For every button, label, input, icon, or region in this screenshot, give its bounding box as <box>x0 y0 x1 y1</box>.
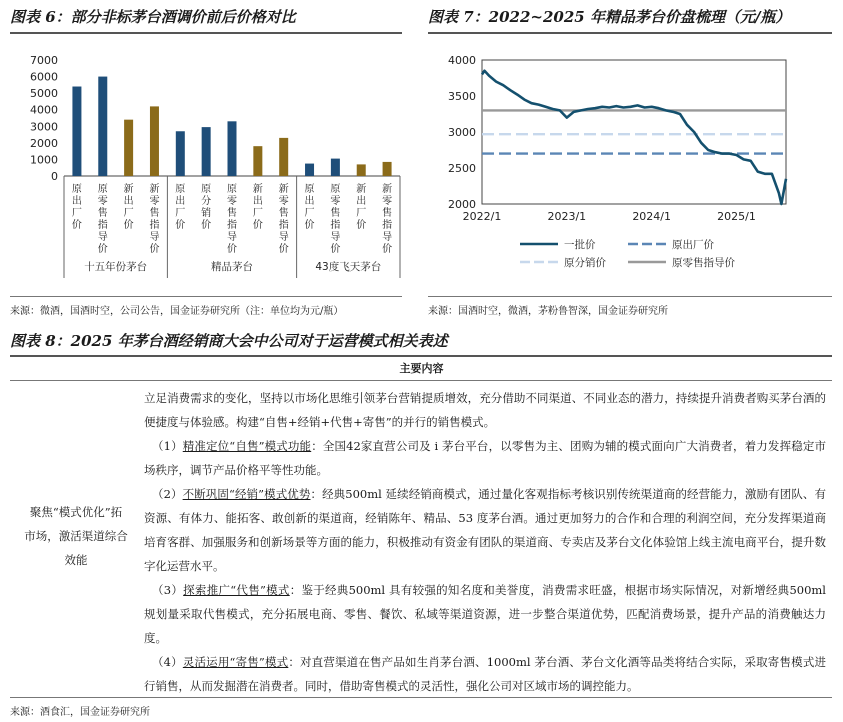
fig6-bar-chart <box>0 48 410 298</box>
fig6-title-rule <box>10 32 402 34</box>
x-tick-label: 导 <box>278 232 289 243</box>
item-3 <box>144 578 826 650</box>
x-tick-label: 零 <box>382 196 393 207</box>
item-1 <box>144 434 826 482</box>
x-tick-label: 新 <box>278 184 289 195</box>
item-body: ：经典500ml 延续经销商模式，通过量化客观指标考核识别传统渠道商的经营能力，激励有团队、有资源、有体力、能拓客、敢创新的渠道商，经销陈年、精品、53 度茅台酒。通过更加努力的合作和合理的利润空间，充分发挥渠道商培育客群、加强服务和创新场景等方面的能力，积极推动有资金有团队的渠道商、专卖店及茅台文化体验馆上线主流电商平台，提升数字化运营水平。 <box>144 487 827 573</box>
fig7-source: 来源：国酒时空，微酒，茅粉鲁智深，国金证券研究所 <box>428 306 668 317</box>
x-tick-label: 厂 <box>175 208 186 219</box>
x-tick-label: 原 <box>304 184 315 195</box>
x-tick-label: 零 <box>278 196 289 207</box>
fig8-column-header: 主要内容 <box>0 360 843 378</box>
item-heading: 精准定位“自售”模式功能 <box>182 439 312 453</box>
group-label: 十五年份茅台 <box>84 261 148 273</box>
item-heading: 灵活运用“寄售”模式 <box>182 655 289 669</box>
item-heading: 不断巩固“经销”模式优势 <box>182 487 311 501</box>
bar <box>150 106 159 176</box>
x-tick-label: 出 <box>304 196 315 207</box>
x-tick-label: 价 <box>356 220 367 231</box>
x-tick-label: 零 <box>330 196 341 207</box>
bar <box>383 162 392 176</box>
x-tick-label: 价 <box>330 244 341 255</box>
fig7-bottom-rule <box>428 296 832 297</box>
x-tick-label: 导 <box>227 232 237 243</box>
x-tick-label: 售 <box>149 208 160 219</box>
x-tick-label: 指 <box>278 220 289 231</box>
fig8-title-rule <box>10 355 832 357</box>
y-tick-label: 3000 <box>30 120 58 134</box>
item-4 <box>144 650 826 698</box>
row-label-line: 市场，激活渠道综合 <box>24 529 128 543</box>
x-tick-label: 售 <box>330 208 341 219</box>
fig7-title-rule <box>428 32 832 34</box>
y-tick-label: 4000 <box>30 103 58 117</box>
x-tick-label: 售 <box>382 208 393 219</box>
item-body: ：鉴于经典500ml 具有较强的知名度和美誉度，消费需求旺盛，根据市场实际情况，对新增经典500ml 规划量采取代售模式，充分拓展电商、零售、餐饮、私域等渠道资源，进一步整合渠道优势，匹配消费场景，提升产品的消费触达力度。 <box>144 583 826 645</box>
x-tick-label: 分 <box>201 196 212 207</box>
y-tick-label: 7000 <box>30 54 58 67</box>
item-num: （2） <box>152 487 183 501</box>
x-tick-label: 零 <box>227 196 237 207</box>
x-tick-label: 价 <box>382 244 393 255</box>
x-tick-label: 厂 <box>252 208 263 219</box>
x-tick-label: 新 <box>149 184 160 195</box>
y-tick-label: 2000 <box>448 198 476 211</box>
bar <box>305 164 314 176</box>
x-tick-label: 出 <box>71 196 82 207</box>
x-tick-label: 价 <box>71 220 82 231</box>
x-tick-label: 指 <box>97 220 108 231</box>
y-tick-label: 6000 <box>30 70 58 84</box>
fig8-title: 图表 8：2025 年茅台酒经销商大会中公司对于运营模式相关表述 <box>10 332 448 350</box>
x-tick-label: 新 <box>123 184 134 195</box>
legend-label: 原出厂价 <box>672 239 714 251</box>
item-num: （3） <box>152 583 184 597</box>
x-tick-label: 价 <box>201 220 212 231</box>
y-tick-label: 4000 <box>448 54 476 67</box>
group-label: 43度飞天茅台 <box>315 261 382 273</box>
x-tick-label: 零 <box>149 196 160 207</box>
y-tick-label: 2000 <box>30 136 58 150</box>
x-tick-label: 指 <box>149 220 160 231</box>
fig8-bottom-rule <box>10 697 832 698</box>
legend-label: 一批价 <box>564 239 596 251</box>
x-tick-label: 价 <box>123 220 134 231</box>
x-tick-label: 导 <box>330 232 341 243</box>
fig7-title: 图表 7：2022~2025 年精品茅台价盘梳理（元/瓶） <box>428 8 791 26</box>
bar <box>124 120 133 176</box>
x-tick-label: 导 <box>382 232 393 243</box>
bar <box>202 127 211 176</box>
y-tick-label: 3500 <box>448 90 476 103</box>
x-tick-label: 2023/1 <box>547 210 587 223</box>
x-tick-label: 指 <box>227 220 237 231</box>
fig6-bottom-rule <box>10 296 402 297</box>
series-line <box>482 71 786 204</box>
intro-paragraph <box>144 386 826 434</box>
x-tick-label: 导 <box>149 232 160 243</box>
plot-frame <box>482 60 786 204</box>
x-tick-label: 新 <box>356 184 367 195</box>
y-tick-label: 2500 <box>448 162 476 175</box>
x-tick-label: 厂 <box>356 208 367 219</box>
x-tick-label: 指 <box>382 220 393 231</box>
x-tick-label: 出 <box>175 196 186 207</box>
x-tick-label: 原 <box>175 184 186 195</box>
x-tick-label: 2025/1 <box>717 210 756 223</box>
x-tick-label: 新 <box>252 184 263 195</box>
bar <box>279 138 288 176</box>
x-tick-label: 原 <box>227 184 237 195</box>
x-tick-label: 厂 <box>123 208 134 219</box>
bar <box>228 121 237 176</box>
item-2 <box>144 482 826 578</box>
x-tick-label: 价 <box>175 220 186 231</box>
x-tick-label: 销 <box>201 208 212 219</box>
fig8-source: 来源：酒食汇，国金证券研究所 <box>10 707 150 718</box>
x-tick-label: 价 <box>97 244 108 255</box>
bar <box>176 131 185 176</box>
y-tick-label: 5000 <box>30 87 58 101</box>
x-tick-label: 售 <box>278 208 289 219</box>
row-label-line: 效能 <box>64 553 88 567</box>
x-tick-label: 原 <box>330 184 341 195</box>
x-tick-label: 原 <box>71 184 82 195</box>
x-tick-label: 原 <box>97 184 108 195</box>
item-heading: 探索推广“代售”模式 <box>183 583 290 597</box>
bar <box>357 164 366 176</box>
fig8-row-label <box>12 500 140 572</box>
y-tick-label: 3000 <box>448 126 476 139</box>
x-tick-label: 出 <box>356 196 367 207</box>
x-tick-label: 出 <box>252 196 263 207</box>
fig8-header-rule <box>10 380 832 381</box>
x-tick-label: 原 <box>201 184 212 195</box>
fig6-source: 来源：微酒，国酒时空，公司公告，国金证券研究所（注：单位均为元/瓶） <box>10 306 344 317</box>
item-num: （4） <box>152 655 183 669</box>
x-tick-label: 2024/1 <box>632 210 672 223</box>
row-label-line: 聚焦“模式优化”拓 <box>29 505 123 519</box>
fig6-title: 图表 6：部分非标茅台酒调价前后价格对比 <box>10 8 296 26</box>
x-tick-label: 导 <box>97 232 108 243</box>
intro-text: 立足消费需求的变化，坚持以市场化思维引领茅台营销提质增效，充分借助不同渠道、不同业态的潜力，持续提升消费者购买茅台酒的便捷度与体验感。构建“自售+经销+代售+寄售”的并行的销售模式。 <box>144 391 826 429</box>
bar <box>72 87 81 176</box>
x-tick-label: 价 <box>252 220 263 231</box>
x-tick-label: 价 <box>304 220 315 231</box>
item-body: ：全国42家直营公司及 i 茅台平台，以零售为主、团购为辅的模式面向广大消费者，着力发挥稳定市场秩序，调节产品价格平等性功能。 <box>144 439 826 477</box>
x-tick-label: 厂 <box>71 208 82 219</box>
y-tick-label: 1000 <box>30 153 58 167</box>
bar <box>253 146 262 176</box>
x-tick-label: 零 <box>97 196 108 207</box>
x-tick-label: 价 <box>149 244 160 255</box>
x-tick-label: 价 <box>278 244 289 255</box>
bar <box>98 77 107 176</box>
legend-label: 原零售指导价 <box>672 257 735 269</box>
x-tick-label: 2022/1 <box>462 210 502 223</box>
x-tick-label: 指 <box>330 220 341 231</box>
x-tick-label: 售 <box>227 208 237 219</box>
fig7-line-chart <box>420 48 840 298</box>
x-tick-label: 售 <box>97 208 108 219</box>
x-tick-label: 价 <box>227 244 237 255</box>
x-tick-label: 厂 <box>304 208 315 219</box>
bar <box>331 159 340 176</box>
group-label: 精品茅台 <box>211 261 253 273</box>
y-tick-label: 0 <box>51 170 58 183</box>
item-body: ：对直营渠道在售产品如生肖茅台酒、1000ml 茅台酒、茅台文化酒等品类将结合实际，采取寄售模式进行销售，从而发掘潜在消费者。同时，借助寄售模式的灵活性，强化公司对区域市场的调控能力。 <box>144 655 826 693</box>
x-tick-label: 出 <box>123 196 134 207</box>
x-tick-label: 新 <box>382 184 393 195</box>
item-num: （1） <box>152 439 183 453</box>
legend-label: 原分销价 <box>564 257 606 269</box>
